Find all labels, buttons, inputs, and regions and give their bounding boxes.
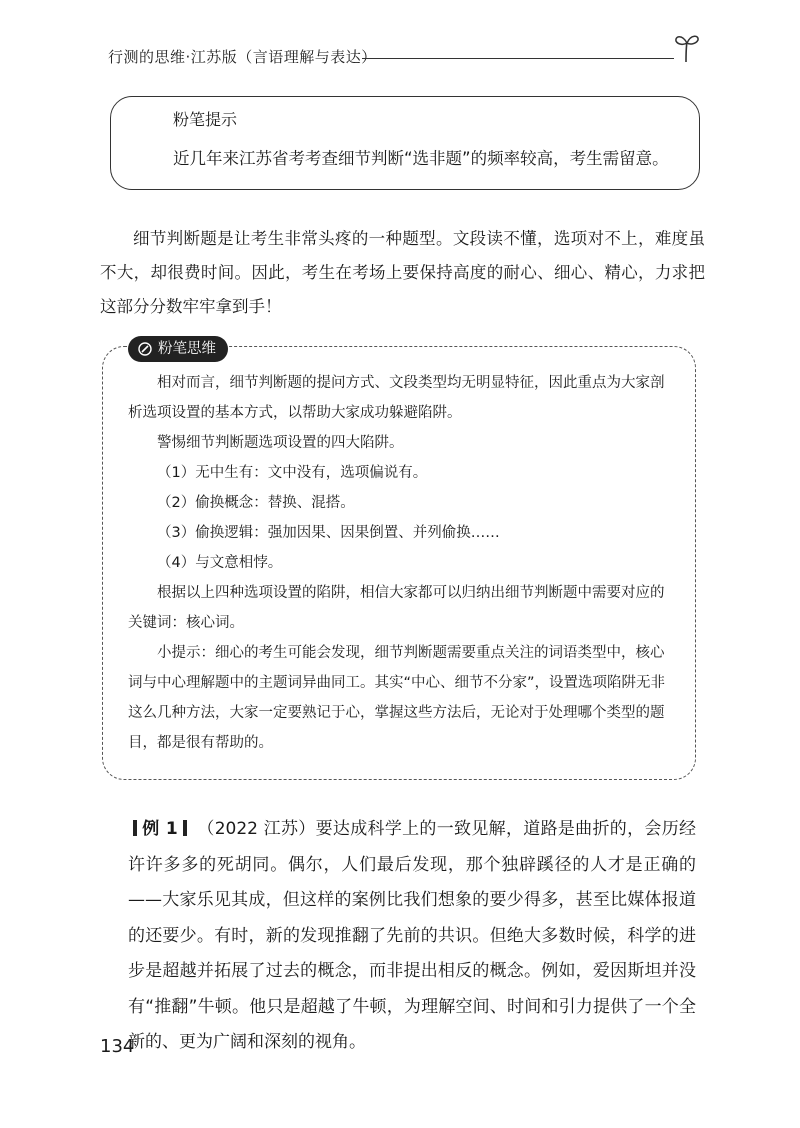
example-bar-left xyxy=(133,820,137,836)
thinking-p3: 根据以上四种选项设置的陷阱，相信大家都可以归纳出细节判断题中需要对应的关键词：核心词。 xyxy=(128,585,665,631)
thinking-badge-label: 粉笔思维 xyxy=(158,341,216,357)
page-number: 134 xyxy=(100,1036,135,1057)
thinking-p2: 警惕细节判断题选项设置的四大陷阱。 xyxy=(157,435,404,451)
thinking-badge xyxy=(128,336,228,362)
example-source: （2022 江苏） xyxy=(197,819,316,839)
example-text: 要达成科学上的一致见解，道路是曲折的，会历经许许多多的死胡同。偶尔，人们最后发现，那个独辟蹊径的人才是正确的——大家乐见其成，但这样的案例比我们想象的要少得多，甚至比媒体报道的还要少。有时，新的发现推翻了先前的共识。但绝大多数时候，科学的进步是超越并拓展了过去的概念，而非提出相反的概念。例如，爱因斯坦并没有“推翻”牛顿。他只是超越了牛顿，为理解空间、时间和引力提供了一个全新的、更为广阔和深刻的视角。 xyxy=(128,819,697,1052)
intro-paragraph xyxy=(100,222,705,324)
intro-text: 细节判断题是让考生非常头疼的一种题型。文段读不懂，选项对不上，难度虽不大，却很费时间。因此，考生在考场上要保持高度的耐心、细心、精心，力求把这部分分数牢牢拿到手！ xyxy=(100,229,705,316)
header-rule xyxy=(362,58,674,59)
tip-title: 粉笔提示 xyxy=(173,110,238,129)
thinking-p4: 小提示：细心的考生可能会发现，细节判断题需要重点关注的词语类型中，核心词与中心理解题中的主题词异曲同工。其实“中心、细节不分家”，设置选项陷阱无非这么几种方法，大家一定要熟记于心，掌握这些方法后，无论对于处理哪个类型的题目，都是很有帮助的。 xyxy=(128,645,666,751)
tip-box xyxy=(110,96,700,190)
thinking-p1: 相对而言，细节判断题的提问方式、文段类型均无明显特征，因此重点为大家剖析选项设置的基本方式，以帮助大家成功躲避陷阱。 xyxy=(128,375,665,421)
trap-item: （1）无中生有：文中没有，选项偏说有。 xyxy=(157,465,428,481)
example-label: 例 1 xyxy=(142,819,178,839)
sprout-icon xyxy=(672,30,702,64)
trap-item: （4）与文意相悖。 xyxy=(157,555,283,571)
thinking-content xyxy=(128,368,668,758)
trap-item: （3）偷换逻辑：强加因果、因果倒置、并列偷换…… xyxy=(157,525,500,541)
example-bar-right xyxy=(183,820,187,836)
example-1 xyxy=(128,812,696,1061)
header-title: 行测的思维·江苏版（言语理解与表达） xyxy=(108,48,377,66)
trap-item: （2）偷换概念：替换、混搭。 xyxy=(157,495,355,511)
tip-body: 近几年来江苏省考考查细节判断“选非题”的频率较高，考生需留意。 xyxy=(173,149,669,168)
pencil-icon xyxy=(138,342,152,356)
